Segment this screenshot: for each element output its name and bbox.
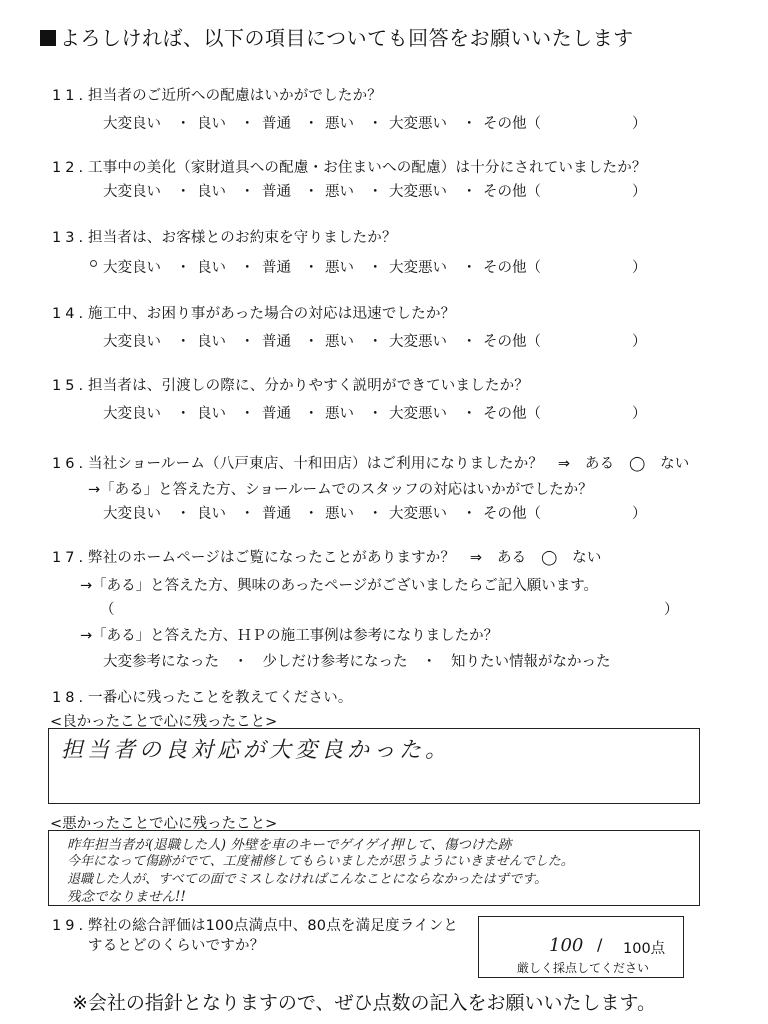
question-text-1: 弊社の総合評価は100点満点中、80点を満足度ラインと xyxy=(88,918,459,934)
question-11 xyxy=(52,84,382,105)
separator: ・ xyxy=(240,406,255,422)
separator: ・ xyxy=(176,334,191,350)
option-bad[interactable]: 悪い xyxy=(325,184,354,200)
option-very-good[interactable]: 大変良い xyxy=(103,116,161,132)
option-very-bad[interactable]: 大変悪い xyxy=(389,116,447,132)
option-other[interactable]: その他（ xyxy=(483,334,541,350)
question-18 xyxy=(52,686,353,707)
option-bad[interactable]: 悪い xyxy=(325,116,354,132)
option-good[interactable]: 良い xyxy=(197,184,226,200)
question-text: 弊社のホームページはご覧になったことがありますか？ ⇒ ある ◯ ない xyxy=(88,550,602,566)
separator: ・ xyxy=(462,184,477,200)
option-good[interactable]: 良い xyxy=(197,506,226,522)
option-average[interactable]: 普通 xyxy=(262,506,291,522)
option-good[interactable]: 良い xyxy=(197,260,226,276)
question-number: 15. xyxy=(52,378,88,394)
bad-memory-line-4: 残念でなりません!! xyxy=(67,889,186,905)
option-average[interactable]: 普通 xyxy=(262,406,291,422)
separator: ・ xyxy=(462,506,477,522)
separator: ・ xyxy=(176,184,191,200)
question-number: 11. xyxy=(52,88,88,104)
bad-memory-label: <悪かったことで心に残ったこと> xyxy=(50,816,278,832)
option-very-good[interactable]: 大変良い xyxy=(103,406,161,422)
score-box[interactable] xyxy=(478,916,684,978)
separator: ・ xyxy=(368,334,383,350)
option-very-good[interactable]: 大変良い xyxy=(103,334,161,350)
question-15 xyxy=(52,374,529,395)
question-12 xyxy=(52,156,647,177)
option-good[interactable]: 良い xyxy=(197,406,226,422)
separator: ・ xyxy=(176,260,191,276)
question-number: 12. xyxy=(52,160,88,176)
option-bad[interactable]: 悪い xyxy=(325,406,354,422)
option-very-bad[interactable]: 大変悪い xyxy=(389,334,447,350)
separator: ・ xyxy=(368,116,383,132)
option-bad[interactable]: 悪い xyxy=(325,260,354,276)
bad-memory-line-1: 昨年担当者が(退職した人) 外壁を車のキーでゲイゲイ押して、傷つけた跡 xyxy=(67,837,512,853)
option-very-bad[interactable]: 大変悪い xyxy=(389,406,447,422)
question-text: 担当者のご近所への配慮はいかがでしたか？ xyxy=(88,88,382,104)
separator: ・ xyxy=(176,506,191,522)
bad-memory-line-3: 退職した人が、すべての面でミスしなければこんなことにならなかったはずです。 xyxy=(67,872,548,887)
question-14 xyxy=(52,302,455,323)
separator: ・ xyxy=(240,184,255,200)
question-text: 工事中の美化（家財道具への配慮・お住まいへの配慮）は十分にされていましたか？ xyxy=(88,160,647,176)
option-average[interactable]: 普通 xyxy=(262,260,291,276)
option-very-good[interactable]: 大変良い xyxy=(103,184,161,200)
option-other-close: ） xyxy=(632,406,647,422)
option-average[interactable]: 普通 xyxy=(262,116,291,132)
separator: ・ xyxy=(304,260,319,276)
q16-followup: →「ある」と答えた方、ショールームでのスタッフの対応はいかがでしたか？ xyxy=(88,482,593,498)
question-17 xyxy=(52,546,602,567)
separator: ・ xyxy=(176,406,191,422)
question-text: 当社ショールーム（八戸東店、十和田店）はご利用になりましたか？ ⇒ ある ◯ ない xyxy=(88,456,690,472)
black-square-icon xyxy=(40,30,56,46)
separator: ・ xyxy=(304,506,319,522)
separator: ・ xyxy=(304,184,319,200)
good-memory-label: <良かったことで心に残ったこと> xyxy=(50,714,278,730)
page-header xyxy=(40,22,634,51)
q17-followup-1: →「ある」と答えた方、興味のあったページがございましたらご記入願います。 xyxy=(80,578,599,594)
question-text: 担当者は、お客様とのお約束を守りましたか？ xyxy=(88,230,397,246)
option-other-close: ） xyxy=(632,116,647,132)
question-16 xyxy=(52,452,690,473)
option-very-good[interactable]: 大変良い xyxy=(103,260,161,276)
question-text: 施工中、お困り事があった場合の対応は迅速でしたか？ xyxy=(88,306,456,322)
bad-memory-box[interactable] xyxy=(48,830,700,906)
question-text: 担当者は、引渡しの際に、分かりやすく説明ができていましたか？ xyxy=(88,378,529,394)
separator: ・ xyxy=(462,406,477,422)
separator: ・ xyxy=(240,506,255,522)
separator: ・ xyxy=(240,334,255,350)
separator: ・ xyxy=(240,260,255,276)
separator: ・ xyxy=(368,506,383,522)
option-very-bad[interactable]: 大変悪い xyxy=(389,506,447,522)
option-very-bad[interactable]: 大変悪い xyxy=(389,184,447,200)
q17-paren-close: ） xyxy=(664,602,679,618)
question-number: 13. xyxy=(52,230,88,246)
option-bad[interactable]: 悪い xyxy=(325,506,354,522)
option-other[interactable]: その他（ xyxy=(483,506,541,522)
option-good[interactable]: 良い xyxy=(197,116,226,132)
bad-memory-line-2: 今年になって傷跡がでて、工度補修してもらいましたが思うようにいきませんでした。 xyxy=(67,854,574,869)
question-number: 19. xyxy=(52,918,88,934)
question-13 xyxy=(52,226,397,247)
option-bad[interactable]: 悪い xyxy=(325,334,354,350)
good-memory-answer: 担当者の良対応が大変良かった。 xyxy=(61,738,452,763)
separator: ・ xyxy=(176,116,191,132)
option-good[interactable]: 良い xyxy=(197,334,226,350)
score-note: 厳しく採点してください xyxy=(517,961,650,975)
option-average[interactable]: 普通 xyxy=(262,184,291,200)
separator: ・ xyxy=(462,116,477,132)
q17-followup-2: →「ある」と答えた方、ＨＰの施工事例は参考になりましたか？ xyxy=(80,628,499,644)
rating-row-13 xyxy=(0,256,768,276)
option-other[interactable]: その他（ xyxy=(483,184,541,200)
question-number: 18. xyxy=(52,690,88,706)
footer-note: ※会社の指針となりますので、ぜひ点数の記入をお願いいたします。 xyxy=(72,992,657,1014)
question-number: 14. xyxy=(52,306,88,322)
option-very-good[interactable]: 大変良い xyxy=(103,506,161,522)
option-other-close: ） xyxy=(632,260,647,276)
separator: ・ xyxy=(368,260,383,276)
rating-row-14 xyxy=(0,330,768,350)
option-other-close: ） xyxy=(632,334,647,350)
question-number: 17. xyxy=(52,550,88,566)
option-other[interactable]: その他（ xyxy=(483,260,541,276)
separator: ・ xyxy=(462,260,477,276)
score-value: 100 xyxy=(549,935,584,956)
question-number: 16. xyxy=(52,456,88,472)
option-other[interactable]: その他（ xyxy=(483,116,541,132)
question-text: 一番心に残ったことを教えてください。 xyxy=(88,690,353,706)
rating-row-12 xyxy=(0,180,768,200)
question-19 xyxy=(52,914,458,935)
question-19-line-2: するとどのくらいですか？ xyxy=(88,938,265,954)
option-other-close: ） xyxy=(632,506,647,522)
separator: ・ xyxy=(304,406,319,422)
separator: ・ xyxy=(240,116,255,132)
rating-row-11 xyxy=(0,112,768,132)
rating-row-16 xyxy=(0,502,768,522)
separator: ・ xyxy=(462,334,477,350)
score-slash: / xyxy=(597,935,603,954)
q17-options[interactable]: 大変参考になった ・ 少しだけ参考になった ・ 知りたい情報がなかった xyxy=(103,654,611,670)
separator: ・ xyxy=(304,334,319,350)
rating-row-15 xyxy=(0,402,768,422)
option-average[interactable]: 普通 xyxy=(262,334,291,350)
good-memory-box[interactable] xyxy=(48,728,700,804)
separator: ・ xyxy=(304,116,319,132)
score-max: 100点 xyxy=(623,941,666,957)
header-text: よろしければ、以下の項目についても回答をお願いいたします xyxy=(60,26,634,50)
q17-paren-open: （ xyxy=(100,602,115,618)
option-other-close: ） xyxy=(632,184,647,200)
option-other[interactable]: その他（ xyxy=(483,406,541,422)
option-very-bad[interactable]: 大変悪い xyxy=(389,260,447,276)
separator: ・ xyxy=(368,184,383,200)
separator: ・ xyxy=(368,406,383,422)
